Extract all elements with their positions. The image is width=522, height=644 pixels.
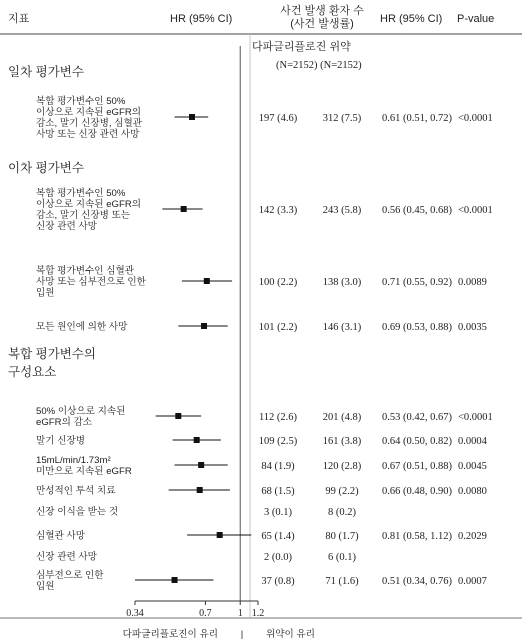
row-label: 입원 <box>36 287 55 299</box>
header-events-line2: (사건 발생률) <box>290 18 354 30</box>
dapa-events: 197 (4.6) <box>258 113 298 124</box>
row-label: 감소, 말기 신장병, 심혈관 <box>36 118 143 129</box>
row-label: 감소, 말기 신장병 또는 <box>36 210 131 221</box>
hr-ci-text: 0.61 (0.51, 0.72) <box>382 113 452 124</box>
p-value: <0.0001 <box>458 412 493 423</box>
row-label: 복합 평가변수인 심혈관 <box>36 265 135 277</box>
p-value: <0.0001 <box>458 205 493 216</box>
row-label: 신장 이식을 받는 것 <box>36 506 119 518</box>
p-value: 0.0007 <box>458 576 487 587</box>
favors-left: 다파글리플로진이 유리 <box>122 629 218 640</box>
placebo-events: 80 (1.7) <box>325 531 359 542</box>
placebo-events: 138 (3.0) <box>322 277 362 288</box>
header-pvalue: P-value <box>457 13 495 25</box>
x-tick-label: 0.34 <box>126 608 144 619</box>
row-label: 15mL/min/1.73m² <box>36 455 111 466</box>
p-value: 0.2029 <box>458 531 487 542</box>
dapa-events: 112 (2.6) <box>258 412 298 423</box>
row-label: 이상으로 지속된 eGFR의 <box>36 199 142 210</box>
placebo-events: 8 (0.2) <box>328 507 356 518</box>
placebo-events: 6 (0.1) <box>328 552 356 563</box>
dapa-events: 84 (1.9) <box>261 461 295 472</box>
hr-ci-text: 0.56 (0.45, 0.68) <box>382 205 452 216</box>
x-tick-label: 1.2 <box>251 608 265 619</box>
placebo-events: 243 (5.8) <box>322 205 362 216</box>
x-tick-label: 1 <box>237 608 243 619</box>
section-title: 이차 평가변수 <box>8 161 84 175</box>
placebo-events: 312 (7.5) <box>322 113 362 124</box>
dapa-events: 68 (1.5) <box>261 486 295 497</box>
row-label: 신장 관련 사망 <box>36 551 97 563</box>
row-label: 신장 관련 사망 <box>36 221 97 232</box>
placebo-events: 146 (3.1) <box>322 322 362 333</box>
placebo-events: 161 (3.8) <box>322 436 362 447</box>
results-table <box>259 113 493 587</box>
header-groups: 다파글리플로진 위약 <box>252 41 351 53</box>
dapa-events: 101 (2.2) <box>258 322 298 333</box>
dapa-events: 3 (0.1) <box>264 507 292 518</box>
row-label: 복합 평가변수인 50% <box>36 96 126 107</box>
hr-point <box>198 462 204 468</box>
hr-ci-text: 0.66 (0.48, 0.90) <box>382 486 452 497</box>
p-value: <0.0001 <box>458 113 493 124</box>
p-value: 0.0035 <box>458 322 487 333</box>
row-label: 심부전으로 인한 <box>36 570 104 581</box>
x-axis <box>126 601 264 619</box>
hr-point <box>197 487 203 493</box>
hr-point <box>172 577 178 583</box>
hr-ci-text: 0.51 (0.34, 0.76) <box>382 576 452 587</box>
row-label: 이상으로 지속된 eGFR의 <box>36 107 142 118</box>
hr-point <box>189 114 195 120</box>
hr-ci-text: 0.81 (0.58, 1.12) <box>382 531 452 542</box>
row-label: 미만으로 지속된 eGFR <box>36 466 132 477</box>
row-label: 사망 또는 신장 관련 사망 <box>36 129 140 140</box>
hr-point <box>201 323 207 329</box>
row-label: 말기 신장병 <box>36 435 86 447</box>
hr-ci-text: 0.53 (0.42, 0.67) <box>382 412 452 423</box>
hr-ci-text: 0.67 (0.51, 0.88) <box>382 461 452 472</box>
hr-ci-text: 0.71 (0.55, 0.92) <box>382 277 452 288</box>
header-n: (N=2152) (N=2152) <box>276 60 362 71</box>
row-label: 사망 또는 심부전으로 인한 <box>36 276 146 288</box>
section-title: 일차 평가변수 <box>8 65 84 79</box>
hr-point <box>217 532 223 538</box>
header-events-line1: 사건 발생 환자 수 <box>280 5 364 17</box>
dapa-events: 142 (3.3) <box>258 205 298 216</box>
dapa-events: 2 (0.0) <box>264 552 292 563</box>
hr-point <box>204 278 210 284</box>
hr-ci-text: 0.69 (0.53, 0.88) <box>382 322 452 333</box>
header-hr-plot: HR (95% CI) <box>170 13 233 25</box>
p-value: 0.0004 <box>458 436 487 447</box>
hr-point <box>194 437 200 443</box>
row-label: eGFR의 감소 <box>36 417 93 428</box>
dapa-events: 65 (1.4) <box>261 531 295 542</box>
p-value: 0.0080 <box>458 486 487 497</box>
header-measure: 지표 <box>8 13 30 25</box>
section-title: 복합 평가변수의 <box>8 347 96 361</box>
hr-point <box>181 206 187 212</box>
dapa-events: 100 (2.2) <box>258 277 298 288</box>
section-title: 구성요소 <box>8 365 57 379</box>
placebo-events: 99 (2.2) <box>325 486 359 497</box>
row-label: 만성적인 투석 치료 <box>36 485 116 497</box>
plot-area <box>135 46 251 601</box>
hr-point <box>175 413 181 419</box>
hr-ci-text: 0.64 (0.50, 0.82) <box>382 436 452 447</box>
favors-divider: | <box>240 629 244 640</box>
p-value: 0.0045 <box>458 461 487 472</box>
favors-right: 위약이 유리 <box>266 629 316 640</box>
placebo-events: 120 (2.8) <box>322 461 362 472</box>
x-tick-label: 0.7 <box>199 608 212 619</box>
dapa-events: 109 (2.5) <box>258 436 298 447</box>
row-label: 입원 <box>36 581 55 592</box>
row-label: 50% 이상으로 지속된 <box>36 406 126 417</box>
placebo-events: 201 (4.8) <box>322 412 362 423</box>
dapa-events: 37 (0.8) <box>261 576 295 587</box>
row-label: 모든 원인에 의한 사망 <box>36 321 128 333</box>
header-hr-table: HR (95% CI) <box>380 13 443 25</box>
p-value: 0.0089 <box>458 277 487 288</box>
row-label: 복합 평가변수인 50% <box>36 188 126 199</box>
placebo-events: 71 (1.6) <box>325 576 359 587</box>
row-label: 심혈관 사망 <box>36 530 86 542</box>
